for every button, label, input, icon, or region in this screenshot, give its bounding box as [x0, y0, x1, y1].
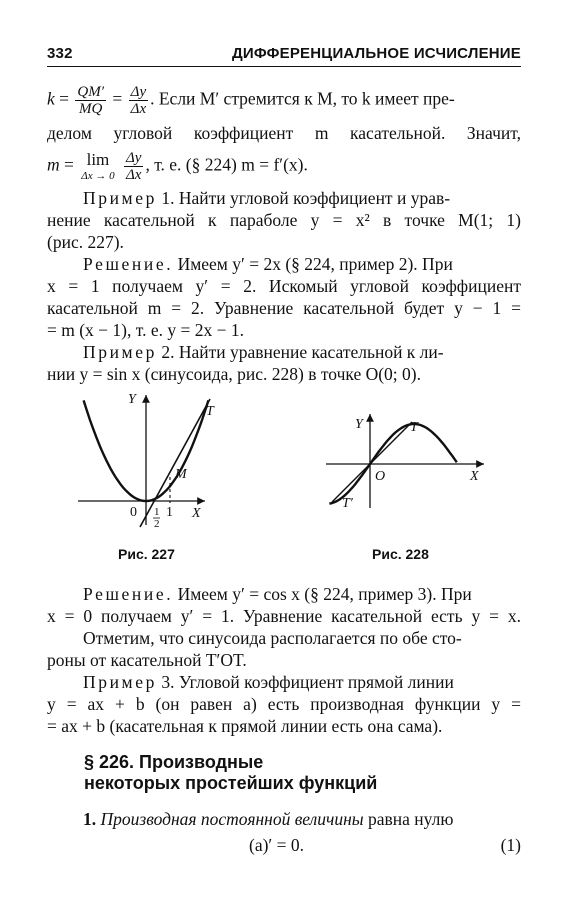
- paragraph-line: = m (x − 1), т. е. y = 2x − 1.: [47, 320, 244, 340]
- paragraph-text: 1. Найти угловой коэффициент и урав-: [156, 188, 451, 208]
- paragraph-line: нии y = sin x (синусоида, рис. 228) в точке O(0; 0).: [47, 364, 421, 384]
- paragraph-line: = ax + b (касательная к прямой линии есть она сама).: [47, 716, 443, 736]
- page-header: [47, 42, 521, 67]
- tangent-label: T: [206, 404, 214, 419]
- solution-label: Решение.: [83, 584, 174, 604]
- fraction-denominator: Δx: [130, 101, 147, 117]
- fraction-denominator: MQ: [79, 101, 103, 117]
- tangent-line: [332, 422, 412, 502]
- origin-label: O: [375, 469, 386, 484]
- fraction: [124, 150, 143, 183]
- paragraph-line: [47, 187, 521, 209]
- limit-subscript: Δx → 0: [81, 170, 115, 182]
- paragraph-line: x = 1 получаем y′ = 2. Искомый угловой коэффициент: [47, 276, 521, 296]
- tangent-top-label: T: [410, 420, 418, 435]
- fraction: [75, 84, 106, 117]
- y-axis-label: Y: [355, 417, 363, 432]
- paragraph-text: Имеем y′ = cos x (§ 224, пример 3). При: [173, 584, 472, 604]
- solution-label: Решение.: [83, 254, 174, 274]
- limit-expression: [81, 150, 114, 182]
- fraction: [129, 84, 148, 117]
- formula-number: (1): [500, 835, 521, 855]
- fraction-denominator: Δx: [125, 167, 142, 183]
- math-var: m: [47, 154, 60, 175]
- math-op: =: [54, 88, 70, 109]
- paragraph-text: . Если M′ стремится к M, то k имеет пре-: [150, 88, 455, 109]
- paragraph-text: Имеем y′ = 2x (§ 224, пример 2). При: [173, 254, 453, 274]
- paragraph-line: [47, 150, 521, 183]
- paragraph-line: (рис. 227).: [47, 232, 124, 252]
- paragraph-line: [47, 583, 521, 605]
- tick-half-denominator: 2: [154, 518, 160, 530]
- paragraph-line: [47, 808, 521, 830]
- item-number: 1.: [83, 809, 97, 829]
- math-op: =: [112, 88, 123, 109]
- math-var: k: [47, 88, 55, 109]
- limit-word: lim: [86, 150, 110, 169]
- fraction-numerator: Δy: [125, 150, 142, 166]
- figure-228-caption: Рис. 228: [372, 546, 429, 562]
- x-axis-label: X: [470, 469, 479, 484]
- math-op: =: [59, 154, 74, 175]
- fraction-numerator: QM′: [77, 84, 105, 100]
- paragraph-line: роны от касательной T′OT.: [47, 650, 247, 670]
- section-heading: [84, 752, 377, 794]
- paragraph-line: [47, 253, 521, 275]
- section-heading-line: § 226. Производные: [84, 752, 264, 772]
- paragraph-text: равна нулю: [363, 809, 454, 829]
- italic-term: Производная постоянной величины: [96, 809, 364, 829]
- y-axis-label: Y: [128, 392, 136, 407]
- paragraph-line: [47, 84, 521, 117]
- example-label: Пример: [83, 342, 157, 362]
- point-label: M: [175, 467, 187, 482]
- formula: (a)′ = 0.: [249, 835, 304, 855]
- paragraph-text: , т. е. (§ 224) m = f′(x).: [145, 154, 308, 175]
- paragraph-line: [47, 671, 521, 693]
- tick-half-numerator: 1: [154, 506, 160, 518]
- figure-227-caption: Рис. 227: [118, 546, 175, 562]
- page-number: 332: [47, 45, 73, 62]
- example-label: Пример: [83, 672, 157, 692]
- section-heading-line: некоторых простейших функций: [84, 773, 378, 793]
- paragraph-text: 2. Найти уравнение касательной к ли-: [156, 342, 444, 362]
- paragraph-line: нение касательной к параболе y = x² в точке M(1; 1): [47, 210, 521, 230]
- x-axis-label: X: [192, 506, 201, 521]
- paragraph-line: Отметим, что синусоида располагается по обе сто-: [83, 628, 462, 648]
- paragraph-line: y = ax + b (он равен a) есть производная функции y =: [47, 694, 521, 714]
- tangent-bottom-label: T′: [342, 496, 353, 511]
- figure-227-parabola: [70, 385, 240, 535]
- origin-label: 0: [130, 505, 137, 520]
- paragraph-line: делом угловой коэффициент m касательной. Значит,: [47, 123, 521, 143]
- tick-one-label: 1: [166, 505, 173, 520]
- paragraph-line: x = 0 получаем y′ = 1. Уравнение касательной есть y = x.: [47, 606, 521, 626]
- paragraph-line: касательной m = 2. Уравнение касательной будет y − 1 =: [47, 298, 521, 318]
- figure-228-sinusoid: [322, 408, 492, 518]
- example-label: Пример: [83, 188, 157, 208]
- paragraph-text: 3. Угловой коэффициент прямой линии: [156, 672, 454, 692]
- running-title: ДИФФЕРЕНЦИАЛЬНОЕ ИСЧИСЛЕНИЕ: [231, 45, 521, 62]
- fraction-numerator: Δy: [130, 84, 147, 100]
- paragraph-line: [47, 341, 521, 363]
